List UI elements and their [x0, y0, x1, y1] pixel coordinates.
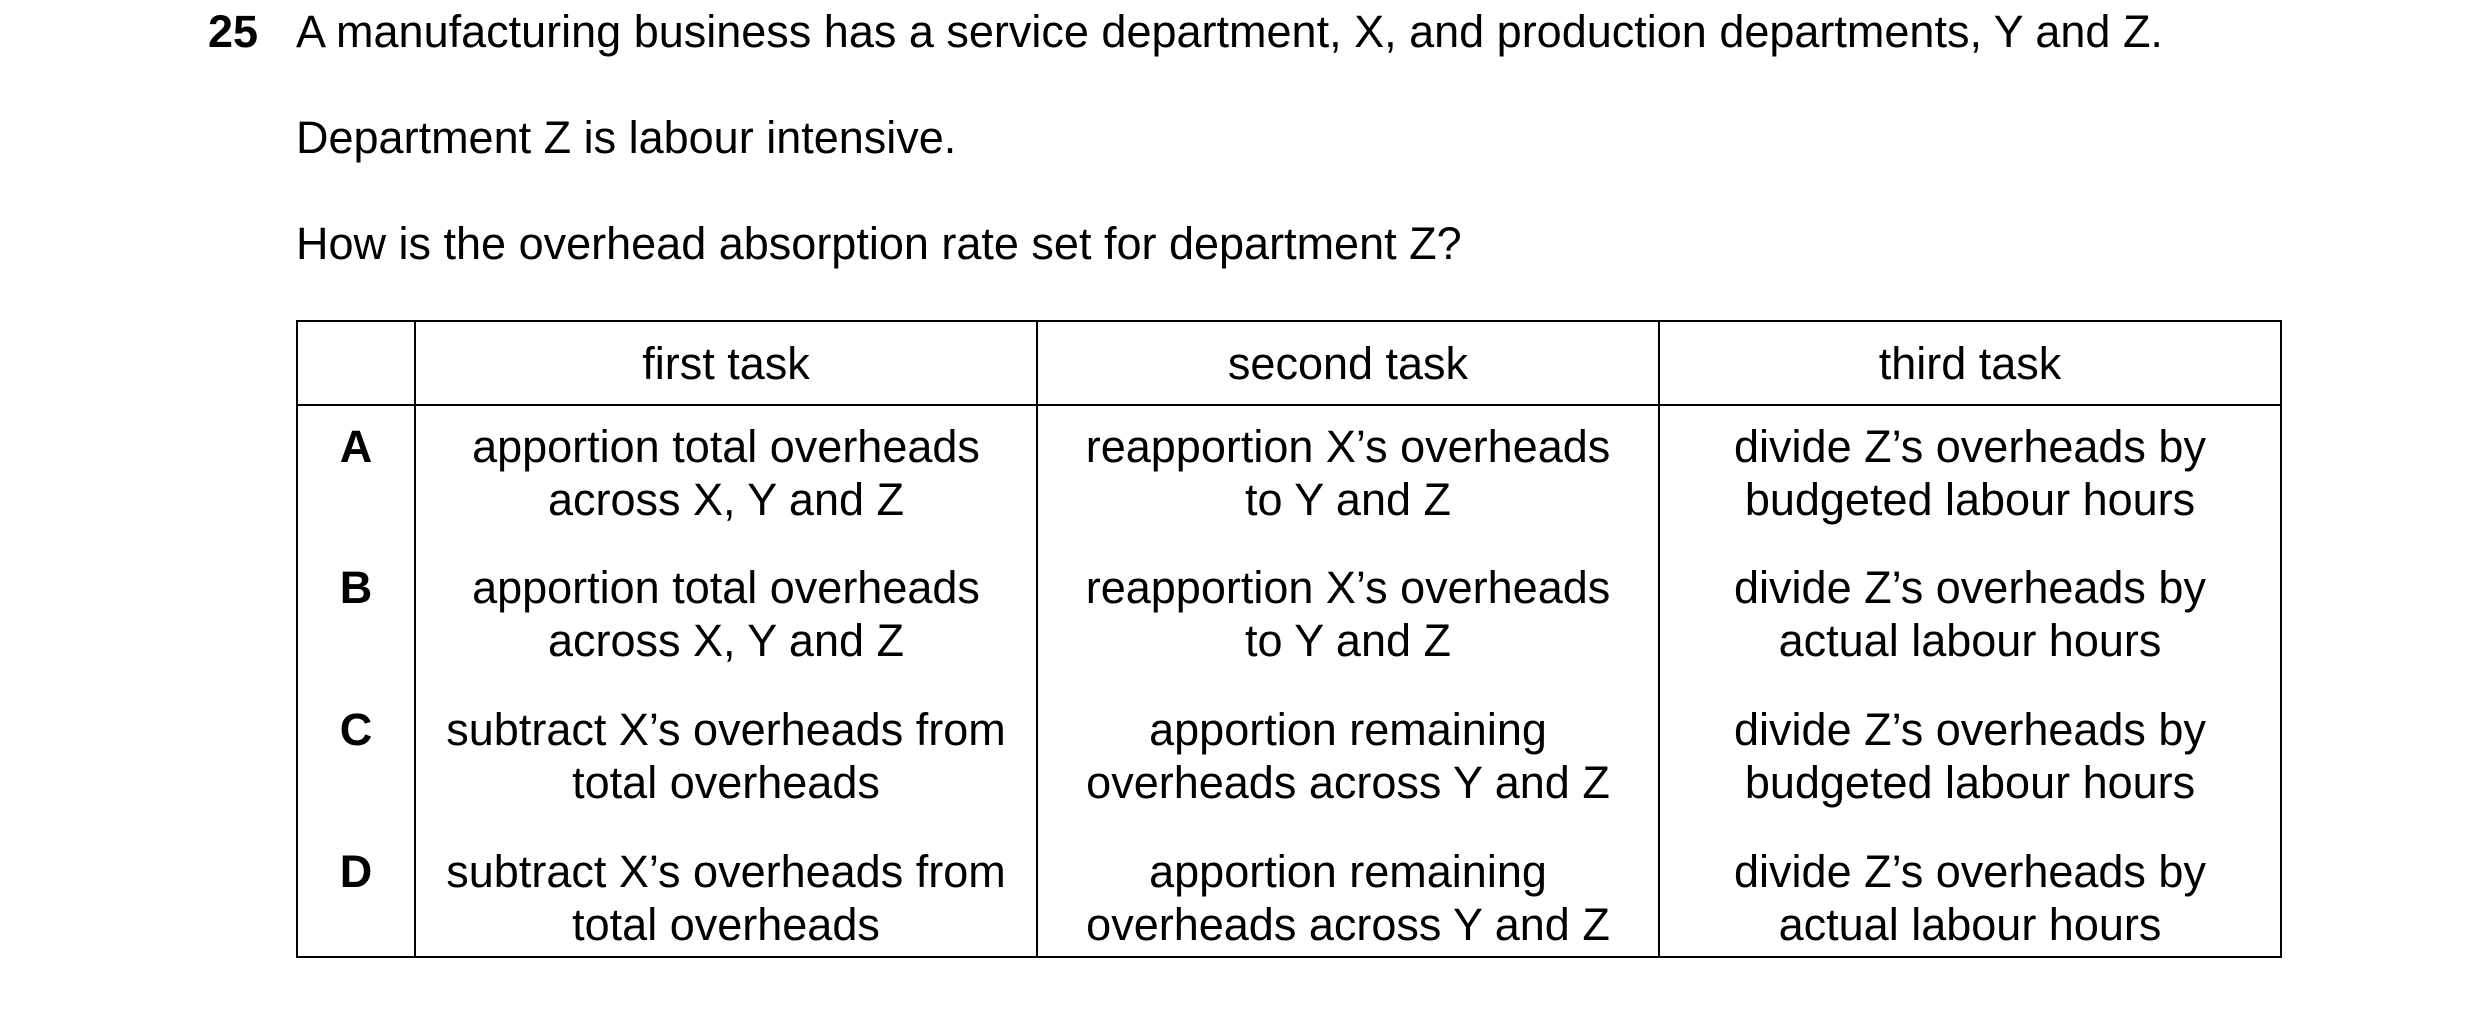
header-blank	[297, 321, 415, 405]
table-header-row	[297, 321, 2281, 405]
cell-line: reapportion X’s overheads	[1085, 421, 1611, 472]
first-task-cell	[415, 689, 1037, 831]
cell-line: apportion remaining	[1149, 704, 1547, 755]
header-second-task: second task	[1037, 321, 1659, 405]
option-letter: C	[297, 689, 415, 831]
cell-line: reapportion X’s overheads	[1085, 562, 1611, 613]
option-row-d[interactable]	[297, 831, 2281, 957]
cell-line: subtract X’s overheads from	[446, 846, 1006, 897]
second-task-cell	[1037, 405, 1659, 547]
first-task-cell	[415, 831, 1037, 957]
cell-line: actual labour hours	[1778, 899, 2162, 950]
third-task-cell	[1659, 547, 2281, 689]
second-task-cell	[1037, 831, 1659, 957]
cell-line: total overheads	[572, 899, 880, 950]
cell-line: across X, Y and Z	[547, 615, 905, 666]
third-task-cell	[1659, 689, 2281, 831]
cell-line: budgeted labour hours	[1744, 474, 2196, 525]
question-number: 25	[208, 6, 259, 57]
third-task-cell	[1659, 405, 2281, 547]
cell-line: divide Z’s overheads by	[1734, 704, 2206, 755]
first-task-cell	[415, 405, 1037, 547]
option-letter: D	[297, 831, 415, 957]
first-task-cell	[415, 547, 1037, 689]
cell-line: divide Z’s overheads by	[1734, 846, 2206, 897]
options-table	[296, 320, 2282, 958]
second-task-cell	[1037, 689, 1659, 831]
cell-line: divide Z’s overheads by	[1734, 562, 2206, 613]
header-third-task: third task	[1659, 321, 2281, 405]
cell-line: budgeted labour hours	[1744, 757, 2196, 808]
question-stem-line-1: A manufacturing business has a service department, X, and production departments, Y and Z.	[296, 6, 2163, 57]
cell-line: apportion total overheads	[472, 562, 980, 613]
cell-line: actual labour hours	[1778, 615, 2162, 666]
option-letter: B	[297, 547, 415, 689]
cell-line: apportion remaining	[1149, 846, 1547, 897]
cell-line: to Y and Z	[1245, 474, 1451, 525]
header-first-task: first task	[415, 321, 1037, 405]
cell-line: subtract X’s overheads from	[446, 704, 1006, 755]
cell-line: overheads across Y and Z	[1086, 899, 1610, 950]
option-row-a[interactable]	[297, 405, 2281, 547]
cell-line: overheads across Y and Z	[1086, 757, 1610, 808]
third-task-cell	[1659, 831, 2281, 957]
option-row-c[interactable]	[297, 689, 2281, 831]
option-letter: A	[297, 405, 415, 547]
question-stem-line-2: Department Z is labour intensive.	[296, 112, 957, 163]
cell-line: total overheads	[572, 757, 880, 808]
cell-line: divide Z’s overheads by	[1734, 421, 2206, 472]
cell-line: apportion total overheads	[472, 421, 980, 472]
cell-line: to Y and Z	[1245, 615, 1451, 666]
second-task-cell	[1037, 547, 1659, 689]
cell-line: across X, Y and Z	[547, 474, 905, 525]
option-row-b[interactable]	[297, 547, 2281, 689]
question-prompt: How is the overhead absorption rate set for department Z?	[296, 218, 1462, 269]
